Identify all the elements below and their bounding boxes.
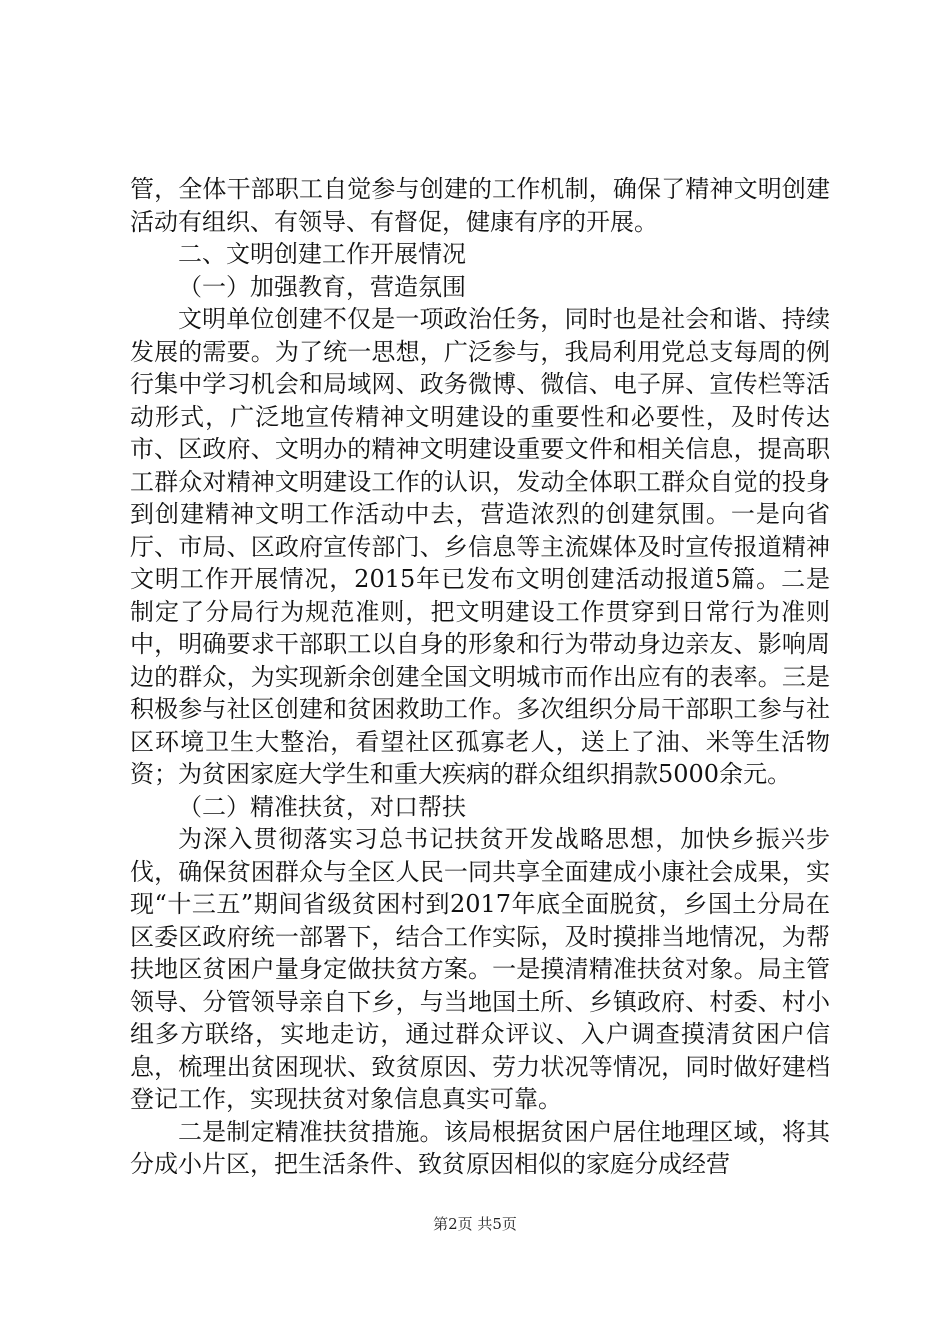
page-number: 第2页 共5页 [433, 1215, 517, 1233]
paragraph-education: 文明单位创建不仅是一项政治任务，同时也是社会和谐、持续发展的需要。为了统一思想，广泛参与，我局利用党总支每周的例行集中学习机会和局域网、政务微博、微信、电子屏、宣传栏等活动形式，广泛地宣传精神文明建设的重要性和必要性，及时传达市、区政府、文明办的精神文明建设重要文件和相关信息，提高职工群众对精神文明建设工作的认识，发动全体职工群众自觉的投身到创建精神文明工作活动中去，营造浓烈的创建氛围。一是向省厅、市局、区政府宣传部门、乡信息等主流媒体及时宣传报道精神文明工作开展情况，2015年已发布文明创建活动报道5篇。二是制定了分局行为规范准则，把文明建设工作贯穿到日常行为准则中，明确要求干部职工以自身的形象和行为带动身边亲友、影响周边的群众，为实现新余创建全国文明城市而作出应有的表率。三是积极参与社区创建和贫困救助工作。多次组织分局干部职工参与社区环境卫生大整治，看望社区孤寡老人，送上了油、米等生活物资；为贫困家庭大学生和重大疾病的群众组织捐款5000余元。 [130, 305, 830, 788]
subsection-heading-1: （一）加强教育，营造氛围 [178, 272, 466, 301]
document-body [130, 173, 830, 1181]
paragraph-poverty-alleviation: 为深入贯彻落实习总书记扶贫开发战略思想，加快乡振兴步伐，确保贫困群众与全区人民一同共享全面建成小康社会成果，实现“十三五”期间省级贫困村到2017年底全面脱贫，乡国土分局在区委区政府统一部署下，结合工作实际，及时摸排当地情况，为帮扶地区贫困户量身定做扶贫方案。一是摸清精准扶贫对象。局主管领导、分管领导亲自下乡，与当地国土所、乡镇政府、村委、村小组多方联络，实地走访，通过群众评议、入户调查摸清贫困户信息，梳理出贫困现状、致贫原因、劳力状况等情况，同时做好建档登记工作，实现扶贫对象信息真实可靠。 [130, 825, 830, 1113]
section-heading: 二、文明创建工作开展情况 [178, 240, 466, 268]
paragraph-measures: 二是制定精准扶贫措施。该局根据贫困户居住地理区域，将其分成小片区，把生活条件、致贫原因相似的家庭分成经营 [130, 1117, 830, 1178]
subsection-heading-2: （二）精准扶贫，对口帮扶 [178, 792, 466, 821]
page-footer [0, 1213, 950, 1234]
paragraph-continuation: 管，全体干部职工自觉参与创建的工作机制，确保了精神文明创建活动有组织、有领导、有督促，健康有序的开展。 [130, 175, 830, 236]
